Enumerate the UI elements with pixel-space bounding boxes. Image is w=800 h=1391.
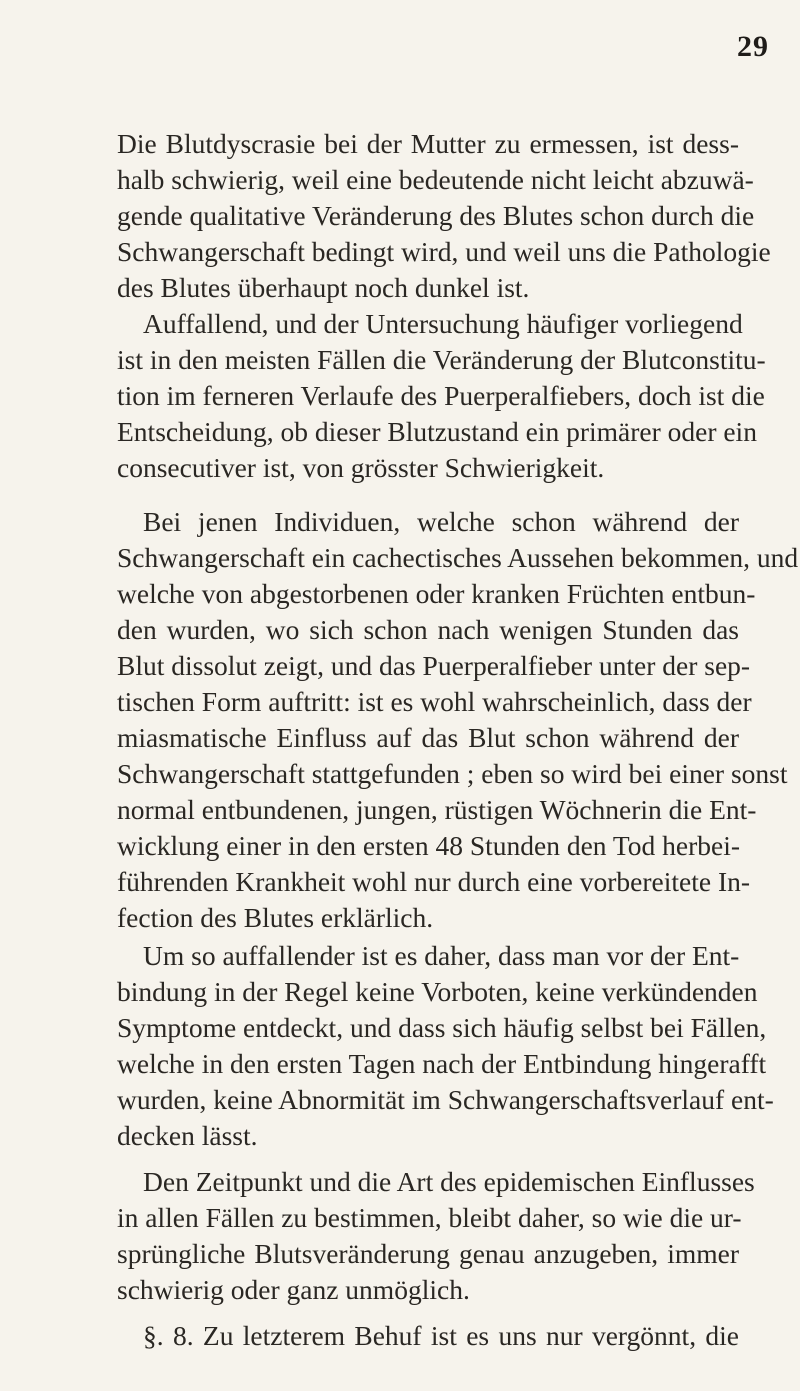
text-line-7: ist in den meisten Fällen die Veränderung der Blutconstitu- <box>117 344 766 375</box>
text-line-2: halb schwierig, weil eine bedeutende nicht leicht abzuwä- <box>117 164 754 195</box>
text-line-13: welche von abgestorbenen oder kranken Früchten entbun- <box>117 578 756 609</box>
text-line-20: wicklung einer in den ersten 48 Stunden den Tod herbei- <box>117 830 741 861</box>
text-line-26: welche in den ersten Tagen nach der Entbindung hingerafft <box>117 1048 767 1079</box>
text-line-1: Die Blutdyscrasie bei der Mutter zu ermessen, ist dess- <box>117 128 739 159</box>
text-line-21: führenden Krankheit wohl nur durch eine vorbereitete In- <box>117 866 751 897</box>
text-line-27: wurden, keine Abnormität im Schwangerschaftsverlauf ent- <box>117 1084 774 1115</box>
text-line-25: Symptome entdeckt, und dass sich häufig selbst bei Fällen, <box>117 1012 767 1043</box>
text-line-5: des Blutes überhaupt noch dunkel ist. <box>117 272 530 303</box>
page-number: 29 <box>737 30 769 63</box>
text-line-3: gende qualitative Veränderung des Blutes schon durch die <box>117 200 755 231</box>
text-line-32: schwierig oder ganz unmöglich. <box>117 1274 470 1305</box>
text-line-17: miasmatische Einfluss auf das Blut schon während der <box>117 722 739 753</box>
text-line-31: sprüngliche Blutsveränderung genau anzugeben, immer <box>117 1238 739 1269</box>
text-line-30: in allen Fällen zu bestimmen, bleibt daher, so wie die ur- <box>117 1202 742 1233</box>
text-line-19: normal entbundenen, jungen, rüstigen Wöchnerin die Ent- <box>117 794 757 825</box>
text-line-24: bindung in der Regel keine Vorboten, keine verkündenden <box>117 976 758 1007</box>
text-line-15: Blut dissolut zeigt, und das Puerperalfieber unter der sep- <box>117 650 751 681</box>
text-line-4: Schwangerschaft bedingt wird, und weil uns die Pathologie <box>117 236 771 267</box>
text-line-9: Entscheidung, ob dieser Blutzustand ein primärer oder ein <box>117 416 757 447</box>
text-line-10: consecutiver ist, von grösster Schwierigkeit. <box>117 452 605 483</box>
text-line-33: §. 8. Zu letzterem Behuf ist es uns nur vergönnt, die <box>143 1320 739 1351</box>
text-line-11: Bei jenen Individuen, welche schon während der <box>143 506 739 537</box>
text-line-16: tischen Form auftritt: ist es wohl wahrscheinlich, dass der <box>117 686 752 717</box>
text-line-14: den wurden, wo sich schon nach wenigen Stunden das <box>117 614 739 645</box>
text-line-6: Auffallend, und der Untersuchung häufiger vorliegend <box>143 308 743 339</box>
text-line-22: fection des Blutes erklärlich. <box>117 902 434 933</box>
text-line-12: Schwangerschaft ein cachectisches Aussehen bekommen, und <box>117 542 799 573</box>
text-line-28: decken lässt. <box>117 1120 258 1151</box>
text-line-29: Den Zeitpunkt und die Art des epidemischen Einflusses <box>143 1166 755 1197</box>
text-line-23: Um so auffallender ist es daher, dass man vor der Ent- <box>143 940 740 971</box>
text-line-18: Schwangerschaft stattgefunden ; eben so wird bei einer sonst <box>117 758 788 789</box>
text-line-8: tion im ferneren Verlaufe des Puerperalfiebers, doch ist die <box>117 380 765 411</box>
